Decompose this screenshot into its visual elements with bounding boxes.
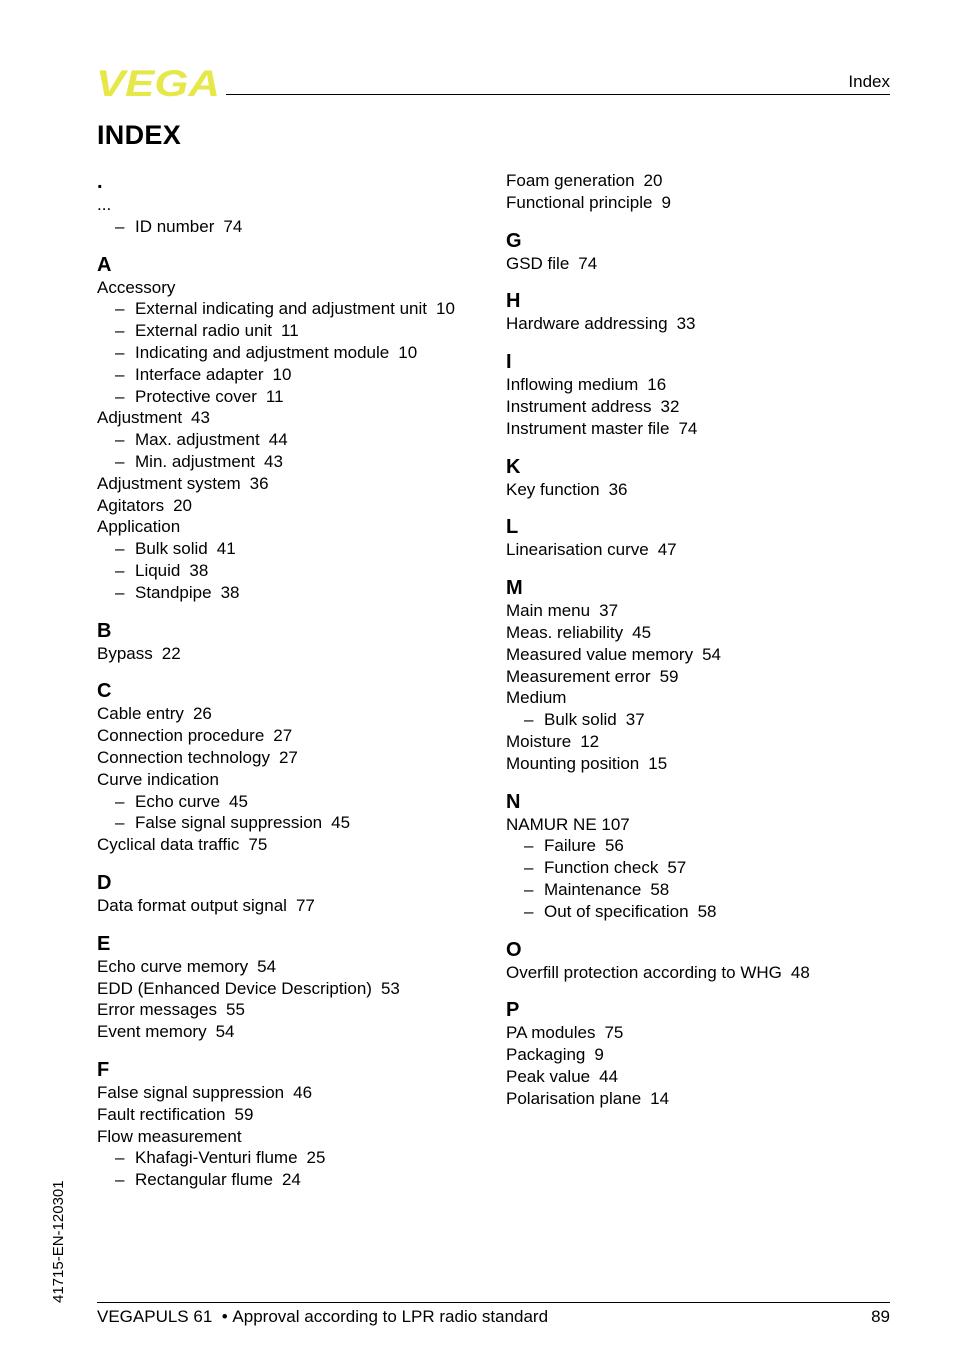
index-entry: [97, 407, 497, 429]
index-entry: [97, 1104, 497, 1126]
entry-term: Connection procedure: [97, 726, 265, 746]
entry-term: Peak value: [506, 1066, 591, 1086]
index-entry: [506, 666, 906, 688]
index-entry: [97, 747, 497, 769]
entry-term: Out of specification: [544, 901, 689, 921]
index-subentry: [97, 560, 497, 582]
entry-term: Min. adjustment: [135, 451, 255, 471]
page-title: INDEX: [97, 120, 182, 150]
index-entry: [506, 539, 906, 561]
subentry-dash: –: [115, 1148, 125, 1168]
entry-term: False signal suppression: [135, 813, 323, 833]
entry-term: Foam generation: [506, 171, 635, 190]
entry-page-number: 56: [604, 836, 624, 856]
entry-term: Error messages: [97, 1000, 217, 1020]
entry-page-number: 46: [293, 1082, 313, 1102]
index-entry: [97, 999, 497, 1021]
index-entry: [97, 643, 497, 665]
entry-page-number: 26: [192, 704, 212, 724]
index-entry: [97, 834, 497, 856]
index-entry: [97, 516, 497, 538]
entry-term: Medium: [506, 688, 567, 708]
group-letter: H: [506, 290, 521, 313]
entry-term: Instrument address: [506, 396, 652, 416]
entry-page-number: 15: [648, 753, 668, 773]
index-group: [97, 932, 497, 1043]
index-subentry: [97, 342, 497, 364]
index-subentry: [97, 1169, 497, 1191]
group-letter: I: [506, 351, 512, 374]
index-subentry: [506, 879, 906, 901]
entry-term: Bulk solid: [544, 710, 617, 730]
subentry-dash: –: [524, 858, 534, 878]
group-letter: G: [506, 229, 522, 252]
entry-page-number: 20: [643, 171, 663, 190]
entry-term: Meas. reliability: [506, 622, 624, 642]
group-letter: .: [97, 171, 103, 193]
footer-rule: [97, 1302, 890, 1303]
entry-page-number: 36: [608, 479, 628, 499]
entry-page-number: 9: [661, 192, 671, 212]
index-group: [506, 229, 906, 275]
footer-description: Approval according to LPR radio standard: [232, 1307, 549, 1326]
index-subentry: [97, 364, 497, 386]
subentry-dash: –: [115, 1170, 125, 1190]
index-group: [506, 455, 906, 501]
entry-term: GSD file: [506, 253, 570, 273]
index-group: [506, 170, 906, 214]
entry-page-number: 57: [667, 858, 687, 878]
entry-term: Khafagi-Venturi flume: [135, 1148, 298, 1168]
index-entry: [506, 1022, 906, 1044]
entry-page-number: 16: [647, 375, 667, 395]
entry-term: Event memory: [97, 1022, 207, 1042]
entry-page-number: 10: [272, 364, 292, 384]
entry-page-number: 37: [599, 601, 619, 621]
entry-term: Flow measurement: [97, 1126, 242, 1146]
index-subentry: [97, 451, 497, 473]
entry-term: Cyclical data traffic: [97, 835, 240, 855]
header-rule: [226, 94, 890, 95]
index-subentry: [506, 835, 906, 857]
entry-page-number: 54: [257, 956, 277, 976]
entry-term: Adjustment system: [97, 473, 241, 493]
index-entry: [506, 622, 906, 644]
subentry-dash: –: [115, 342, 125, 362]
group-letter: E: [97, 932, 111, 955]
entry-page-number: 32: [660, 396, 680, 416]
index-entry: [506, 644, 906, 666]
entry-term: Connection technology: [97, 747, 270, 767]
entry-term: False signal suppression: [97, 1082, 285, 1102]
subentry-dash: –: [115, 299, 125, 319]
subentry-dash: –: [524, 710, 534, 730]
entry-term: Main menu: [506, 601, 591, 621]
entry-term: Application: [97, 517, 181, 537]
index-entry: [97, 495, 497, 517]
subentry-dash: –: [115, 813, 125, 833]
index-entry: [97, 956, 497, 978]
entry-term: Adjustment: [97, 408, 183, 428]
entry-page-number: 33: [676, 314, 696, 334]
group-letter: M: [506, 577, 523, 600]
header-section-label: Index: [848, 72, 890, 91]
index-group: [97, 871, 497, 917]
subentry-dash: –: [524, 879, 534, 899]
entry-page-number: 36: [249, 473, 269, 493]
entry-page-number: 74: [678, 418, 698, 438]
index-entry: [506, 1088, 906, 1110]
subentry-dash: –: [524, 836, 534, 856]
entry-page-number: 44: [268, 430, 288, 450]
vega-logo: [96, 66, 220, 98]
index-column-left: [97, 170, 497, 1206]
group-letter: D: [97, 871, 112, 894]
entry-page-number: 74: [223, 216, 243, 236]
entry-term: Maintenance: [544, 879, 642, 899]
index-subentry: [97, 538, 497, 560]
entry-term: Mounting position: [506, 753, 640, 773]
entry-page-number: 75: [604, 1023, 624, 1043]
entry-page-number: 27: [278, 747, 298, 767]
entry-page-number: 20: [173, 495, 193, 515]
entry-page-number: 77: [295, 895, 315, 915]
entry-page-number: 45: [632, 622, 652, 642]
entry-term: Linearisation curve: [506, 540, 649, 560]
index-entry: [506, 374, 906, 396]
entry-term: Indicating and adjustment module: [135, 342, 390, 362]
entry-term: EDD (Enhanced Device Description): [97, 978, 372, 998]
entry-term: Instrument master file: [506, 418, 670, 438]
entry-term: Accessory: [97, 277, 176, 297]
index-entry: [97, 1082, 497, 1104]
entry-page-number: 24: [281, 1170, 301, 1190]
index-entry: [506, 1044, 906, 1066]
entry-term: Hardware addressing: [506, 314, 668, 334]
index-subentry: [97, 320, 497, 342]
index-entry: [506, 687, 906, 709]
index-subentry: [97, 812, 497, 834]
entry-term: Protective cover: [135, 386, 257, 406]
entry-term: Failure: [544, 836, 596, 856]
entry-page-number: 43: [264, 451, 283, 471]
subentry-dash: –: [115, 582, 125, 602]
entry-term: ID number: [135, 216, 215, 236]
group-letter: F: [97, 1058, 110, 1081]
entry-page-number: 11: [281, 321, 299, 341]
entry-page-number: 27: [273, 726, 293, 746]
index-entry: [506, 600, 906, 622]
index-entry: [506, 396, 906, 418]
entry-term: Packaging: [506, 1045, 586, 1065]
entry-page-number: 44: [599, 1066, 619, 1086]
entry-term: Moisture: [506, 731, 572, 751]
index-entry: [506, 814, 906, 836]
entry-page-number: 12: [580, 731, 600, 751]
entry-term: NAMUR NE 107: [506, 814, 630, 834]
entry-term: Echo curve memory: [97, 956, 249, 976]
vega-logo-text: VEGA: [96, 66, 220, 98]
index-subentry: [506, 709, 906, 731]
entry-term: Bulk solid: [135, 539, 208, 559]
entry-term: Overfill protection according to WHG: [506, 962, 782, 982]
index-entry: [97, 978, 497, 1000]
group-letter: K: [506, 455, 521, 478]
index-entry: [506, 170, 906, 192]
subentry-dash: –: [115, 216, 125, 236]
entry-term: Max. adjustment: [135, 430, 260, 450]
entry-page-number: 55: [225, 1000, 245, 1020]
index-group: [506, 289, 906, 335]
entry-page-number: 59: [659, 666, 679, 686]
index-group: [97, 253, 497, 604]
entry-page-number: 10: [436, 299, 455, 319]
index-subentry: [506, 901, 906, 923]
entry-term: Polarisation plane: [506, 1088, 642, 1108]
subentry-dash: –: [115, 321, 125, 341]
index-group: [506, 576, 906, 774]
index-entry: [97, 473, 497, 495]
index-entry: [506, 962, 906, 984]
entry-term: Bypass: [97, 643, 153, 663]
entry-page-number: 14: [650, 1088, 670, 1108]
entry-page-number: 38: [189, 560, 209, 580]
entry-page-number: 54: [702, 644, 721, 664]
group-letter: O: [506, 938, 522, 961]
subentry-dash: –: [524, 901, 534, 921]
subentry-dash: –: [115, 386, 125, 406]
entry-term: Curve indication: [97, 769, 219, 789]
group-letter: L: [506, 516, 519, 539]
index-entry: [97, 1021, 497, 1043]
entry-term: Rectangular flume: [135, 1170, 273, 1190]
subentry-dash: –: [115, 364, 125, 384]
entry-term: Measured value memory: [506, 644, 694, 664]
subentry-dash: –: [115, 560, 125, 580]
entry-page-number: 59: [234, 1104, 254, 1124]
index-entry: [97, 703, 497, 725]
index-subentry: [97, 216, 497, 238]
entry-term: External indicating and adjustment unit: [135, 299, 428, 319]
entry-page-number: 54: [215, 1022, 235, 1042]
index-subentry: [97, 386, 497, 408]
index-group: [97, 619, 497, 665]
index-entry: [506, 418, 906, 440]
group-letter: N: [506, 790, 521, 813]
index-entry: [97, 725, 497, 747]
group-letter: P: [506, 999, 520, 1022]
entry-page-number: 22: [161, 643, 181, 663]
entry-page-number: 41: [216, 539, 236, 559]
index-column-right: [506, 170, 906, 1125]
entry-page-number: 43: [191, 408, 210, 428]
entry-term: Functional principle: [506, 192, 653, 212]
index-entry: [97, 277, 497, 299]
entry-term: Liquid: [135, 560, 181, 580]
footer-product: VEGAPULS 61: [97, 1307, 213, 1326]
entry-term: Cable entry: [97, 704, 184, 724]
index-entry: [97, 895, 497, 917]
entry-page-number: 45: [229, 791, 248, 811]
index-entry: [97, 1126, 497, 1148]
entry-term: Data format output signal: [97, 895, 287, 915]
index-entry: [506, 479, 906, 501]
entry-term: Function check: [544, 858, 659, 878]
index-subentry: [97, 582, 497, 604]
entry-term: ...: [97, 195, 112, 214]
entry-term: Inflowing medium: [506, 375, 639, 395]
entry-term: Interface adapter: [135, 364, 264, 384]
entry-page-number: 45: [331, 813, 351, 833]
index-group: [506, 515, 906, 561]
index-group: [506, 938, 906, 984]
entry-page-number: 37: [625, 710, 645, 730]
index-subentry: [506, 857, 906, 879]
entry-page-number: 75: [248, 835, 268, 855]
footer-product-line: [97, 1307, 548, 1327]
entry-term: Standpipe: [135, 582, 212, 602]
group-letter: A: [97, 253, 112, 276]
entry-term: Measurement error: [506, 666, 651, 686]
page-number: 89: [871, 1307, 890, 1326]
index-group: [97, 170, 497, 238]
index-entry: [506, 192, 906, 214]
entry-term: Echo curve: [135, 791, 221, 811]
document-id: 41715-EN-120301: [50, 1180, 67, 1303]
index-entry: [97, 769, 497, 791]
group-letter: C: [97, 680, 112, 703]
index-entry: [506, 731, 906, 753]
index-entry: [506, 753, 906, 775]
index-group: [506, 350, 906, 439]
entry-term: External radio unit: [135, 321, 273, 341]
subentry-dash: –: [115, 791, 125, 811]
subentry-dash: –: [115, 451, 125, 471]
entry-page-number: 48: [790, 962, 810, 982]
entry-page-number: 58: [650, 879, 670, 899]
index-group: [506, 998, 906, 1109]
entry-page-number: 9: [594, 1045, 604, 1065]
entry-term: Agitators: [97, 495, 165, 515]
index-entry: [506, 1066, 906, 1088]
entry-page-number: 11: [265, 386, 284, 406]
index-group: [97, 1058, 497, 1191]
footer-bullet: •: [221, 1307, 228, 1326]
entry-page-number: 53: [380, 978, 400, 998]
entry-page-number: 47: [657, 540, 677, 560]
entry-page-number: 25: [306, 1148, 326, 1168]
index-group: [506, 790, 906, 923]
index-entry: [97, 194, 497, 216]
index-subentry: [97, 298, 497, 320]
group-letter: B: [97, 619, 112, 642]
subentry-dash: –: [115, 539, 125, 559]
entry-page-number: 74: [578, 253, 598, 273]
index-entry: [506, 313, 906, 335]
index-entry: [506, 253, 906, 275]
subentry-dash: –: [115, 430, 125, 450]
index-subentry: [97, 429, 497, 451]
entry-term: Fault rectification: [97, 1104, 226, 1124]
entry-term: PA modules: [506, 1023, 596, 1043]
index-subentry: [97, 1147, 497, 1169]
entry-page-number: 10: [398, 342, 418, 362]
entry-term: Key function: [506, 479, 600, 499]
index-subentry: [97, 791, 497, 813]
entry-page-number: 58: [697, 901, 717, 921]
index-group: [97, 679, 497, 856]
entry-page-number: 38: [220, 582, 240, 602]
